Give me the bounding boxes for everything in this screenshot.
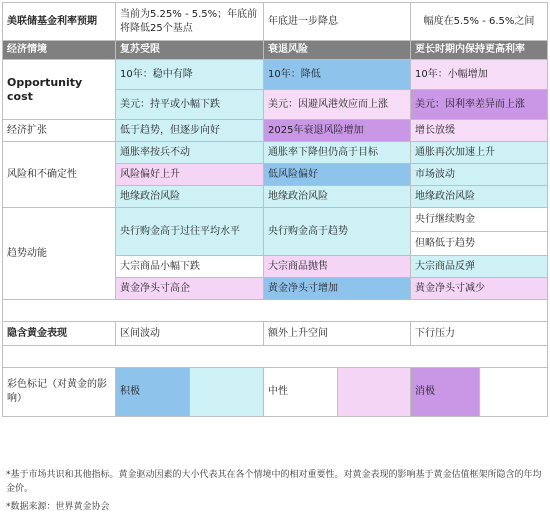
header-scenario-label: 经济情境	[3, 41, 116, 60]
legend-positive-swatch-light	[190, 368, 264, 417]
expansion-cell: 增长放缓	[411, 120, 548, 142]
opportunity-cell: 美元：因利率差异而上涨	[411, 90, 548, 120]
momentum-cell: 央行继续购金	[411, 208, 548, 232]
momentum-cell: 大宗商品反弹	[411, 256, 548, 278]
momentum-cell: 央行购金高于过往平均水平	[116, 208, 264, 256]
momentum-label: 趋势动能	[3, 208, 116, 300]
legend-positive-swatch: 积极	[116, 368, 190, 417]
risk-cell: 风险偏好上升	[116, 164, 264, 186]
spacer-row	[3, 346, 548, 368]
spacer-cell	[3, 300, 548, 322]
risk-row-1	[3, 142, 548, 164]
momentum-cell: 大宗商品抛售	[264, 256, 411, 278]
legend-neutral-swatch: 中性	[264, 368, 338, 417]
momentum-cell: 黄金净头寸增加	[264, 278, 411, 300]
opportunity-label: Opportunity cost	[3, 60, 116, 120]
gold-scenario-table	[2, 2, 548, 417]
legend-label: 彩色标记（对黄金的影响）	[3, 368, 116, 417]
fed-rate-label: 美联储基金利率预期	[3, 3, 116, 41]
risk-cell: 地缘政治风险	[411, 186, 548, 208]
legend-row	[3, 368, 548, 417]
opportunity-cell: 10年：稳中有降	[116, 60, 264, 90]
momentum-cell: 黄金净头寸高企	[116, 278, 264, 300]
risk-cell: 市场波动	[411, 164, 548, 186]
header-recession-risk: 衰退风险	[264, 41, 411, 60]
risk-cell: 通胀再次加速上升	[411, 142, 548, 164]
legend-negative-swatch: 消极	[411, 368, 480, 417]
risk-cell: 通胀率按兵不动	[116, 142, 264, 164]
header-higher-for-longer: 更长时期内保持更高利率	[411, 41, 548, 60]
expansion-cell: 2025年衰退风险增加	[264, 120, 411, 142]
opportunity-cell: 美元：因避风港效应而上涨	[264, 90, 411, 120]
implied-label: 隐含黄金表现	[3, 322, 116, 346]
momentum-cell: 央行购金高于趋势	[264, 208, 411, 256]
expansion-label: 经济扩张	[3, 120, 116, 142]
opportunity-row-1	[3, 60, 548, 90]
header-row	[3, 41, 548, 60]
opportunity-cell: 10年：降低	[264, 60, 411, 90]
fed-rate-scenario1: 当前为5.25% - 5.5%；年底前将降低25个基点	[116, 3, 264, 41]
legend-negative-swatch-light	[480, 368, 548, 417]
risk-cell: 地缘政治风险	[264, 186, 411, 208]
footnote-methodology: *基于市场共识和其他指标。黄金驱动因素的大小代表其在各个情境中的相对重要性。对黄金表现的影响基于黄金估值框架所隐含的年均金价。	[6, 470, 542, 494]
spacer-row	[3, 300, 548, 322]
fed-rate-row	[3, 3, 548, 41]
opportunity-cell: 美元：持平或小幅下跌	[116, 90, 264, 120]
implied-cell: 区间波动	[116, 322, 264, 346]
implied-row	[3, 322, 548, 346]
risk-cell: 通胀率下降但仍高于目标	[264, 142, 411, 164]
expansion-cell: 低于趋势，但逐步向好	[116, 120, 264, 142]
spacer-cell	[3, 346, 548, 368]
header-limited-recovery: 复苏受限	[116, 41, 264, 60]
implied-cell: 额外上升空间	[264, 322, 411, 346]
footnote-source: *数据来源：世界黄金协会	[6, 502, 110, 512]
opportunity-cell: 10年：小幅增加	[411, 60, 548, 90]
implied-cell: 下行压力	[411, 322, 548, 346]
momentum-cell: 黄金净头寸减少	[411, 278, 548, 300]
momentum-row-1	[3, 208, 548, 232]
risk-cell: 低风险偏好	[264, 164, 411, 186]
risk-cell: 地缘政治风险	[116, 186, 264, 208]
legend-neutral-swatch-light	[338, 368, 411, 417]
fed-rate-scenario3: 幅度在5.5% - 6.5%之间	[411, 3, 548, 41]
momentum-cell: 但略低于趋势	[411, 232, 548, 256]
fed-rate-scenario2: 年底进一步降息	[264, 3, 411, 41]
momentum-cell: 大宗商品小幅下跌	[116, 256, 264, 278]
expansion-row	[3, 120, 548, 142]
risk-label: 风险和不确定性	[3, 142, 116, 208]
